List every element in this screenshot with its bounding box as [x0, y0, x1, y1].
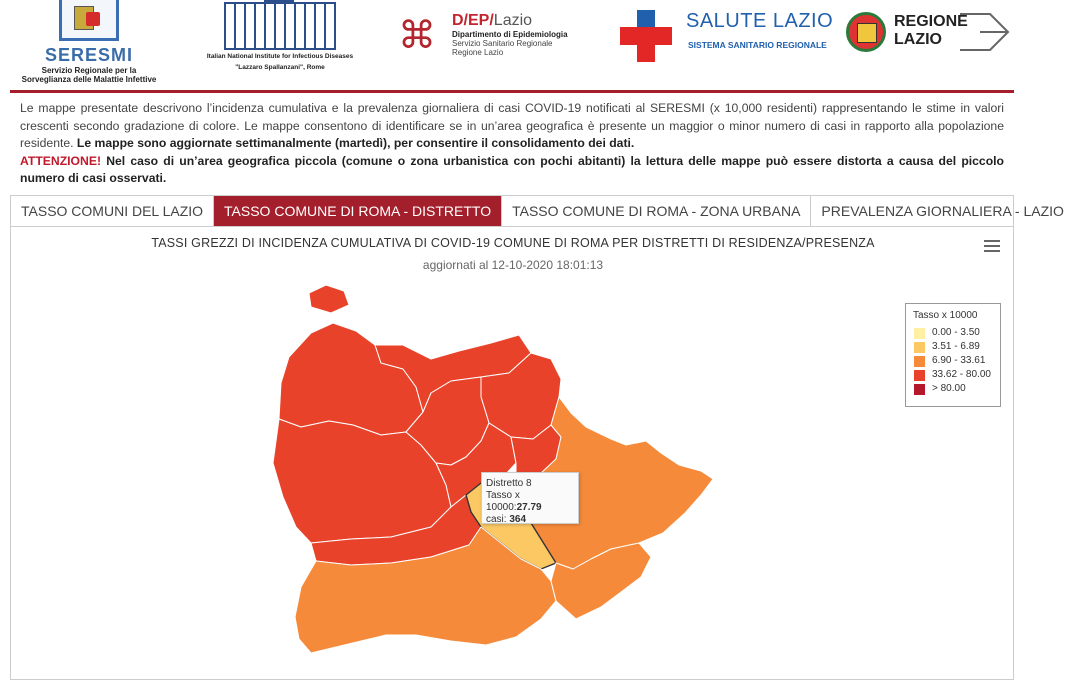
- building-icon: [224, 2, 336, 50]
- intro-paragraph: Le mappe presentate descrivono l’incidenza cumulativa e la prevalenza giornaliera di casi COVID-19 notificati al SERESMI (x 10,000 residenti) rappresentando le stime in valori crescenti secondo gradazione di colore. Le mappe consentono di identificare se in un’area geografica è presente un maggior o minor numero di casi in rapporto alla popolazione residente.: [20, 101, 1004, 150]
- regione-line1: REGIONE: [894, 13, 968, 30]
- tooltip-cases: casi: 364: [486, 514, 527, 525]
- legend-label: 0.00 - 3.50: [932, 327, 980, 338]
- rome-district-map: [11, 227, 1013, 679]
- legend-swatch-icon: [914, 356, 925, 367]
- legend-swatch-icon: [914, 384, 925, 395]
- seresmi-line1: Servizio Regionale per la: [41, 66, 137, 75]
- warning-label: ATTENZIONE!: [20, 153, 102, 168]
- intro-text: [20, 100, 1004, 188]
- salute-lazio-logo[interactable]: [618, 0, 834, 60]
- seresmi-emblem-icon: [59, 0, 119, 41]
- seresmi-line2: Sorveglianza delle Malattie Infettive: [21, 75, 157, 84]
- legend-title: Tasso x 10000: [913, 310, 978, 321]
- header-logos: [0, 0, 1024, 88]
- legend-label: 3.51 - 6.89: [932, 341, 980, 352]
- seresmi-logo[interactable]: [14, 0, 164, 86]
- dep-line1: Dipartimento di Epidemiologia: [452, 30, 568, 39]
- dep-title: D/EP/Lazio: [452, 12, 533, 29]
- map-tabs: [10, 195, 1064, 227]
- tooltip-district-name: Distretto 8: [486, 478, 532, 489]
- tooltip-rate: Tasso x 10000:27.79: [486, 490, 542, 513]
- tab-tasso-roma-distretto[interactable]: TASSO COMUNE DI ROMA - DISTRETTO: [214, 196, 502, 226]
- chart-menu-icon[interactable]: [984, 240, 1000, 254]
- chart-title: TASSI GREZZI DI INCIDENZA CUMULATIVA DI COVID-19 COMUNE DI ROMA PER DISTRETTI DI RESIDENZA/PRESENZA: [151, 236, 875, 250]
- dep-lazio-logo[interactable]: [398, 0, 594, 60]
- tab-tasso-roma-zona-urbana[interactable]: TASSO COMUNE DI ROMA - ZONA URBANA: [502, 196, 811, 226]
- intro-update-note: Le mappe sono aggiornate settimanalmente (martedì), per consentire il consolidamento dei dati.: [76, 136, 635, 150]
- regione-swoosh-icon: [960, 12, 1010, 52]
- spallanzani-line1: Italian National Institute for Infectious Diseases: [206, 53, 354, 60]
- legend-label: > 80.00: [932, 383, 966, 394]
- red-cross-icon: [620, 10, 672, 62]
- tab-tasso-comuni-lazio[interactable]: TASSO COMUNI DEL LAZIO: [11, 196, 214, 226]
- legend-swatch-icon: [914, 342, 925, 353]
- legend-swatch-icon: [914, 328, 925, 339]
- salute-title: SALUTE LAZIO: [686, 10, 834, 32]
- spallanzani-logo[interactable]: [200, 0, 360, 72]
- spallanzani-line2: "Lazzaro Spallanzani", Rome: [235, 64, 325, 71]
- dep-mark-icon: ⌘: [398, 13, 436, 57]
- map-tooltip: [481, 472, 579, 524]
- dep-line3: Regione Lazio: [452, 48, 504, 57]
- tab-prevalenza-giornaliera[interactable]: PREVALENZA GIORNALIERA - LAZIO: [821, 203, 1064, 219]
- map-district-north-west-islet[interactable]: [309, 285, 349, 313]
- dep-line2: Servizio Sanitario Regionale: [452, 39, 553, 48]
- map-chart: [10, 227, 1014, 680]
- legend-label: 6.90 - 33.61: [932, 355, 986, 366]
- legend-swatch-icon: [914, 370, 925, 381]
- seresmi-name: SERESMI: [44, 45, 134, 65]
- map-district-north-west[interactable]: [279, 323, 423, 435]
- warning-text: Nel caso di un’area geografica piccola (comune o zona urbanistica con pochi abitanti) la lettura delle mappe può essere distorta a causa del piccolo numero di casi osservati.: [20, 153, 1004, 185]
- salute-subtitle: SISTEMA SANITARIO REGIONALE: [688, 40, 827, 50]
- regione-line2: LAZIO: [894, 31, 942, 48]
- legend-label: 33.62 - 80.00: [932, 369, 991, 380]
- map-legend: [905, 303, 1001, 407]
- regione-lazio-logo[interactable]: [846, 0, 1012, 60]
- chart-subtitle: aggiornati al 12-10-2020 18:01:13: [422, 258, 604, 272]
- header-divider: [10, 90, 1014, 93]
- regione-emblem-icon: [846, 12, 886, 52]
